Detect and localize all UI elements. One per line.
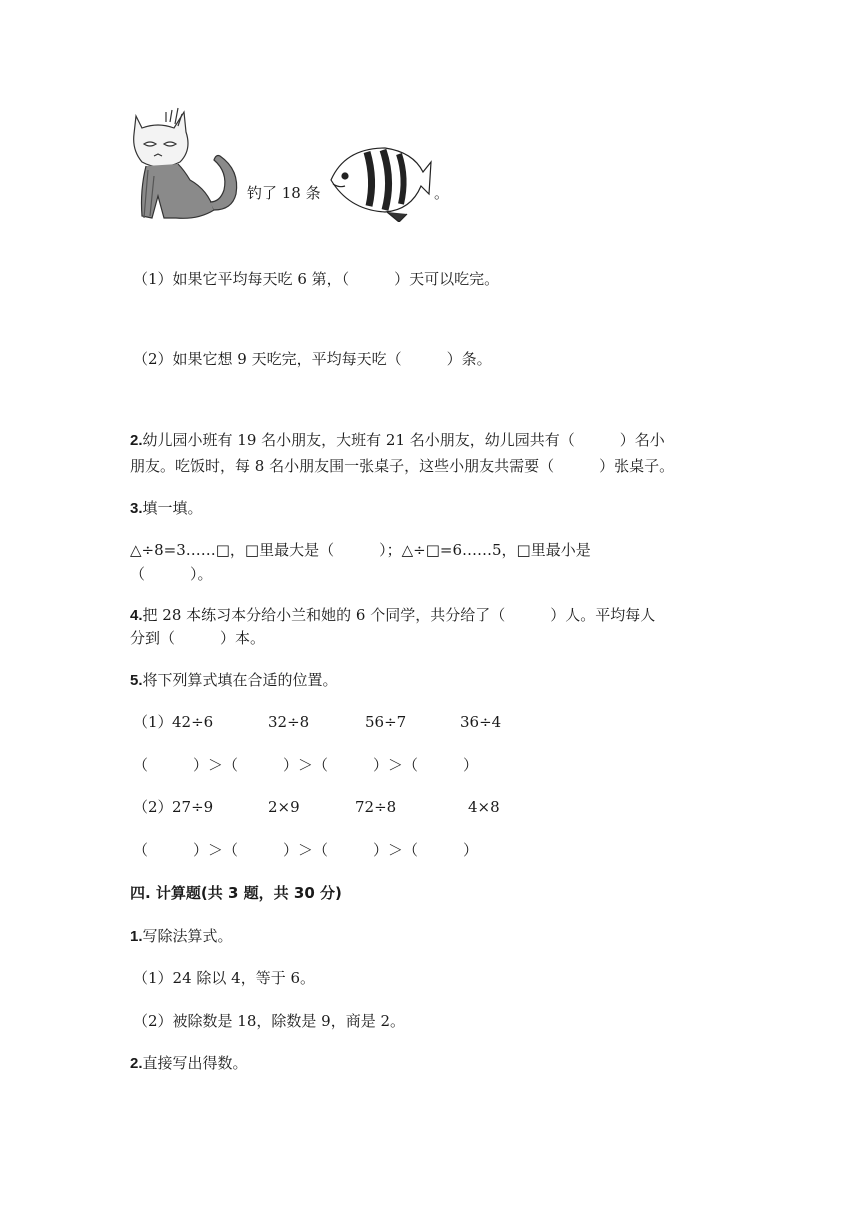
q3-number: 3. xyxy=(130,500,143,517)
cat-illustration xyxy=(128,106,243,224)
q5-row2-expr-1: 27÷9 xyxy=(172,798,214,816)
q3-line2: （ ）。 xyxy=(130,565,213,583)
end-mark: 。 xyxy=(434,184,450,202)
q4-text1: 把 28 本练习本分给小兰和她的 6 个同学，共分给了（ ）人。平均每人 xyxy=(142,606,656,624)
q3-line1: △÷8=3……□，□里最大是（ ）；△÷□=6……5，□里最小是 xyxy=(130,541,591,559)
s4-q2-number: 2. xyxy=(130,1055,143,1072)
q3-title xyxy=(130,498,203,519)
q5-row2-expr-4: 4×8 xyxy=(468,798,500,816)
q5-row2-expr-3: 72÷8 xyxy=(355,798,397,816)
q5-title-text: 将下列算式填在合适的位置。 xyxy=(142,671,338,689)
q5-row2-expr-2: 2×9 xyxy=(268,798,300,816)
q5-row1-expr-1: 42÷6 xyxy=(172,713,214,731)
s4-q1-sub1: （1）24 除以 4，等于 6。 xyxy=(133,969,316,987)
q5-row1-label: （1） xyxy=(133,713,173,731)
q5-row1-expr-3: 56÷7 xyxy=(365,713,407,731)
s4-q2-title xyxy=(130,1053,248,1074)
fishing-text: 钓了 18 条 xyxy=(247,184,321,202)
q2-line1 xyxy=(130,430,665,451)
q5-row1-expr-2: 32÷8 xyxy=(268,713,310,731)
q4-line1 xyxy=(130,605,655,626)
s4-q1-sub2: （2）被除数是 18，除数是 9，商是 2。 xyxy=(133,1012,406,1030)
s4-q1-title xyxy=(130,926,233,947)
fish-illustration xyxy=(327,140,432,222)
q2-number: 2. xyxy=(130,432,143,449)
q2-text1: 幼儿园小班有 19 名小朋友，大班有 21 名小朋友，幼儿园共有（ ）名小 xyxy=(142,431,665,449)
q5-row2-label: （2） xyxy=(133,798,173,816)
q5-title xyxy=(130,670,338,691)
q4-number: 4. xyxy=(130,607,143,624)
q3-title-text: 填一填。 xyxy=(142,499,203,517)
s4-q1-title-text: 写除法算式。 xyxy=(142,927,233,945)
q1-sub2: （2）如果它想 9 天吃完，平均每天吃（ ）条。 xyxy=(133,350,492,368)
q5-row2-blanks: （ ）＞（ ）＞（ ）＞（ ） xyxy=(133,841,479,859)
s4-q2-title-text: 直接写出得数。 xyxy=(142,1054,248,1072)
q5-number: 5. xyxy=(130,672,143,689)
s4-q1-number: 1. xyxy=(130,928,143,945)
q2-line2: 朋友。吃饭时，每 8 名小朋友围一张桌子，这些小朋友共需要（ ）张桌子。 xyxy=(130,457,675,475)
section-4-heading: 四. 计算题(共 3 题，共 30 分) xyxy=(130,884,342,902)
q1-sub1: （1）如果它平均每天吃 6 第，（ ）天可以吃完。 xyxy=(133,270,500,288)
q4-line2: 分到（ ）本。 xyxy=(130,629,266,647)
q5-row1-expr-4: 36÷4 xyxy=(460,713,502,731)
q5-row1-blanks: （ ）＞（ ）＞（ ）＞（ ） xyxy=(133,756,479,774)
